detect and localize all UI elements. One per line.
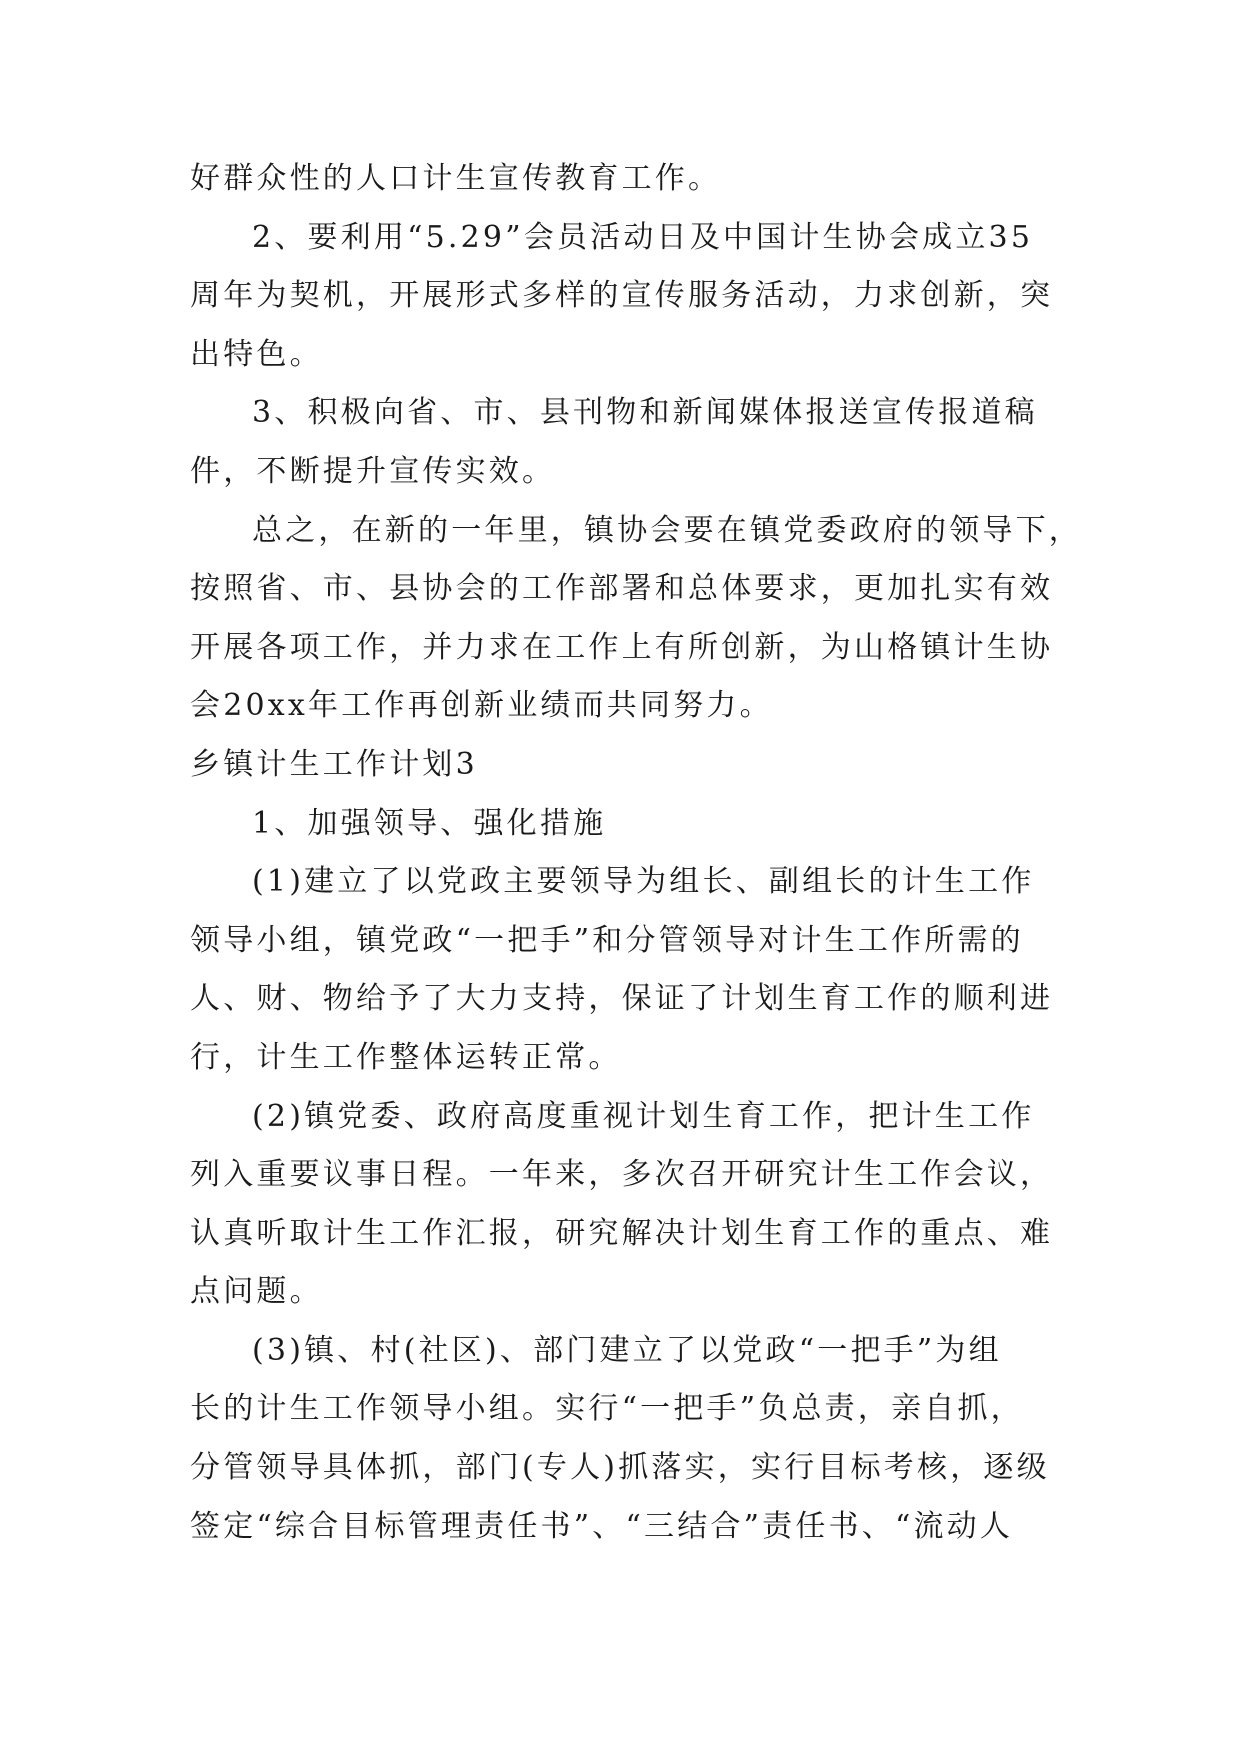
text-line: 按照省、市、县协会的工作部署和总体要求，更加扎实有效 xyxy=(190,571,1054,607)
text-line: 好群众性的人口计生宣传教育工作。 xyxy=(190,161,722,196)
text-line: 认真听取计生工作汇报，研究解决计划生育工作的重点、难 xyxy=(190,1215,1054,1251)
text-line: 行，计生工作整体运转正常。 xyxy=(190,1039,622,1075)
text-line: 长的计生工作领导小组。实行“一把手”负总责，亲自抓， xyxy=(190,1391,1024,1427)
text-line: (1)建立了以党政主要领导为组长、副组长的计生工作 xyxy=(252,864,1035,900)
text-line: 1、加强领导、强化措施 xyxy=(252,805,607,841)
text-line: (3)镇、村(社区)、部门建立了以党政“一把手”为组 xyxy=(252,1332,1002,1368)
text-line: 分管领导具体抓，部门(专人)抓落实，实行目标考核，逐级 xyxy=(190,1450,1050,1486)
text-line: 件，不断提升宣传实效。 xyxy=(190,453,556,489)
text-line: 领导小组，镇党政“一把手”和分管领导对计生工作所需的 xyxy=(190,922,1024,958)
text-line: 周年为契机，开展形式多样的宣传服务活动，力求创新，突 xyxy=(190,278,1054,314)
section-heading: 乡镇计生工作计划3 xyxy=(190,746,478,782)
text-line: 点问题。 xyxy=(190,1274,323,1310)
text-line: 会20xx年工作再创新业绩而共同努力。 xyxy=(190,688,773,724)
text-line: 3、积极向省、市、县刊物和新闻媒体报送宣传报道稿 xyxy=(252,395,1038,431)
text-line: 总之，在新的一年里，镇协会要在镇党委政府的领导下， xyxy=(252,512,1082,548)
text-line: 签定“综合目标管理责任书”、“三结合”责任书、“流动人 xyxy=(190,1508,1014,1544)
text-line: 出特色。 xyxy=(190,336,323,372)
text-line: (2)镇党委、政府高度重视计划生育工作，把计生工作 xyxy=(252,1098,1035,1134)
text-line: 开展各项工作，并力求在工作上有所创新，为山格镇计生协 xyxy=(190,629,1054,665)
document-body xyxy=(190,150,1082,1556)
text-line: 列入重要议事日程。一年来，多次召开研究计生工作会议， xyxy=(190,1157,1054,1193)
text-line: 人、财、物给予了大力支持，保证了计划生育工作的顺利进 xyxy=(190,981,1054,1017)
text-line: 2、要利用“5.29”会员活动日及中国计生协会成立35 xyxy=(252,219,1034,255)
